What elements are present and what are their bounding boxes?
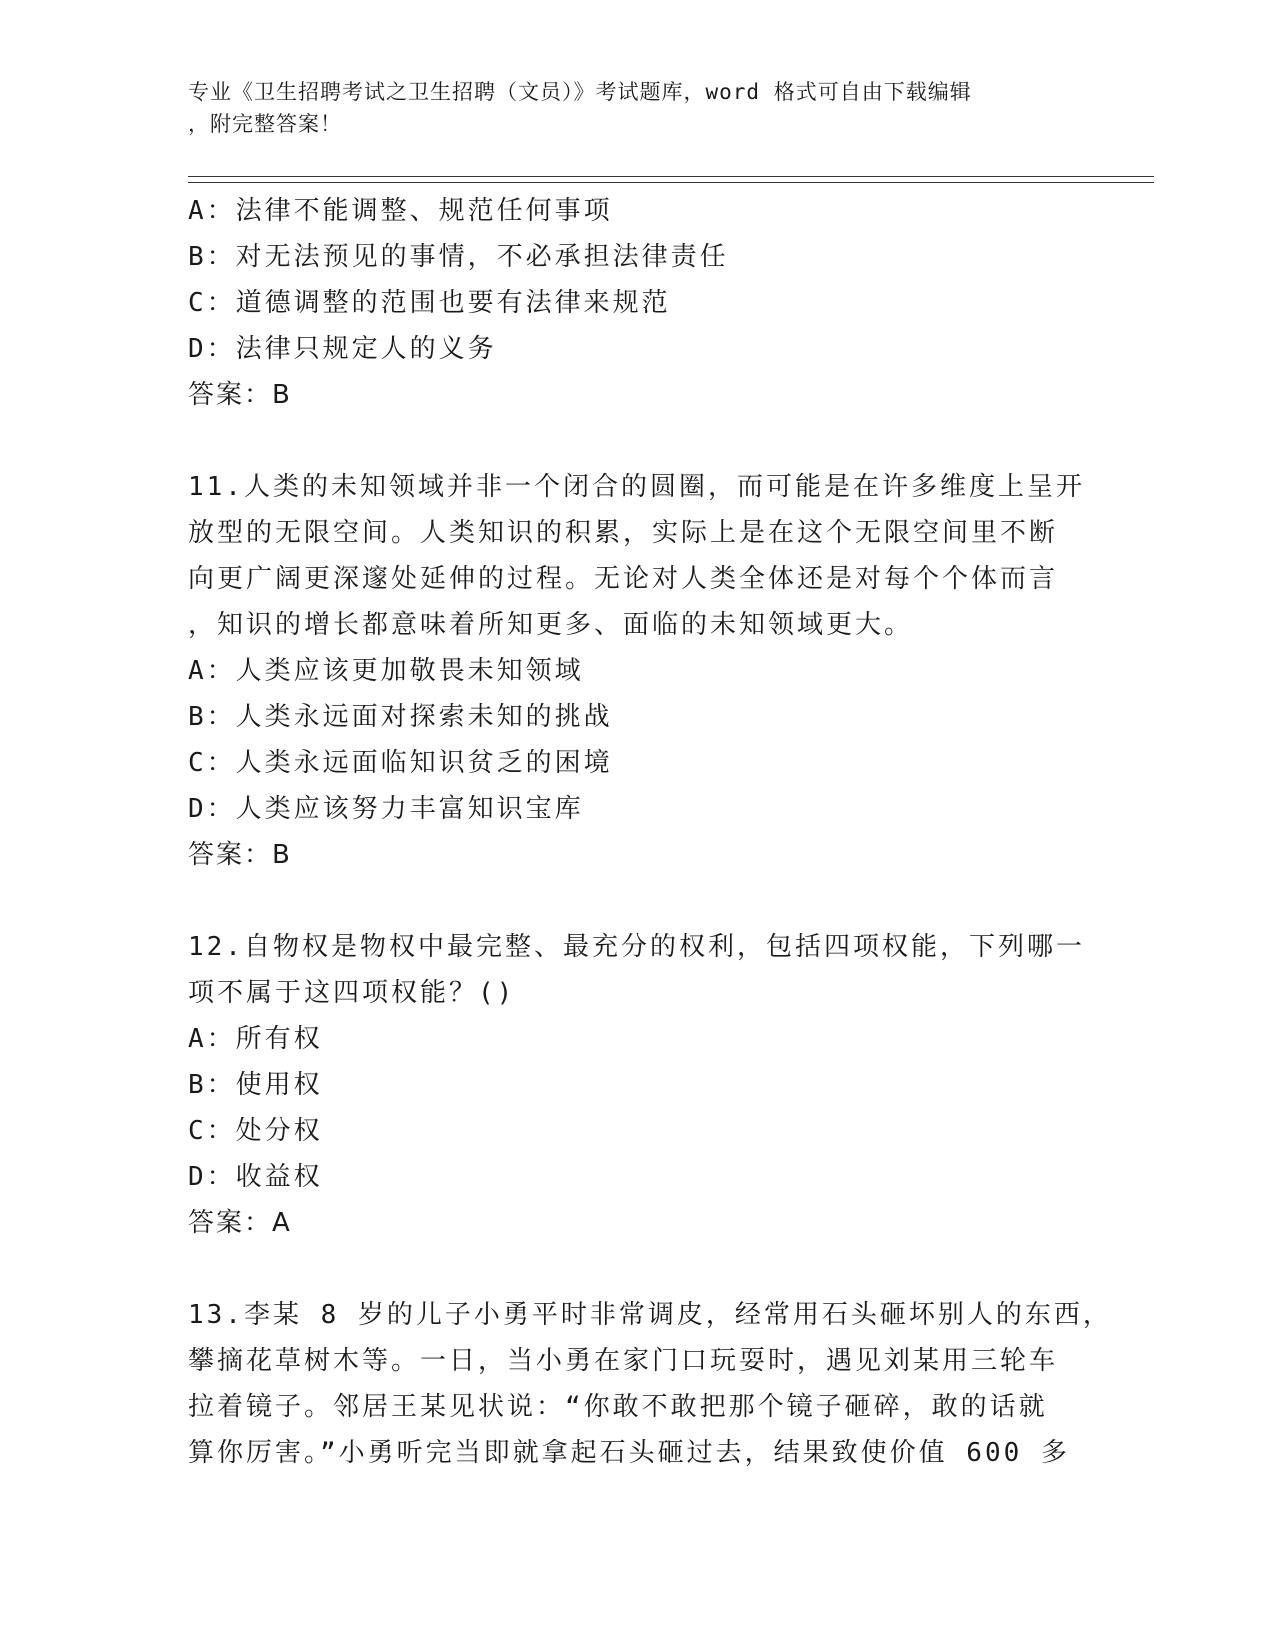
option-d: D：法律只规定人的义务 (188, 334, 497, 364)
question-stem-line: 11.人类的未知领域并非一个闭合的圆圈，而可能是在许多维度上呈开 (188, 472, 1085, 502)
question-10 (188, 188, 1088, 418)
option-d: D：收益权 (188, 1162, 323, 1192)
question-stem-line: 拉着镜子。邻居王某见状说：“你敢不敢把那个镜子砸碎，敢的话就 (188, 1392, 1048, 1422)
option-c: C：道德调整的范围也要有法律来规范 (188, 288, 671, 318)
option-c: C：处分权 (188, 1116, 323, 1146)
header-line-1: 专业《卫生招聘考试之卫生招聘（文员）》考试题库，word 格式可自由下载编辑 (188, 80, 972, 104)
option-b: B：人类永远面对探索未知的挑战 (188, 702, 613, 732)
question-stem-line: 12.自物权是物权中最完整、最充分的权利，包括四项权能，下列哪一 (188, 932, 1085, 962)
option-a: A：人类应该更加敬畏未知领域 (188, 656, 584, 686)
question-stem-line: 13.李某 8 岁的儿子小勇平时非常调皮，经常用石头砸坏别人的东西， (188, 1300, 1112, 1330)
option-d: D：人类应该努力丰富知识宝库 (188, 794, 584, 824)
answer: 答案：B (188, 380, 292, 410)
option-b: B：对无法预见的事情，不必承担法律责任 (188, 242, 729, 272)
header-line-2: ，附完整答案！ (188, 112, 342, 136)
question-stem-line: ，知识的增长都意味着所知更多、面临的未知领域更大。 (188, 610, 914, 640)
option-a: A：所有权 (188, 1024, 323, 1054)
question-stem-line: 向更广阔更深邃处延伸的过程。无论对人类全体还是对每个个体而言 (188, 564, 1059, 594)
option-c: C：人类永远面临知识贫乏的困境 (188, 748, 613, 778)
option-b: B：使用权 (188, 1070, 323, 1100)
answer: 答案：A (188, 1208, 292, 1238)
document-body (188, 188, 1112, 1476)
question-stem-line: 项不属于这四项权能？() (188, 978, 516, 1008)
question-11 (188, 464, 1088, 878)
question-12 (188, 924, 1088, 1246)
question-stem-line: 算你厉害。”小勇听完当即就拿起石头砸过去，结果致使价值 600 多 (188, 1438, 1070, 1468)
question-stem-line: 放型的无限空间。人类知识的积累，实际上是在这个无限空间里不断 (188, 518, 1059, 548)
option-a: A：法律不能调整、规范任何事项 (188, 196, 613, 226)
document-header (188, 76, 1068, 140)
question-stem-line: 攀摘花草树木等。一日，当小勇在家门口玩耍时，遇见刘某用三轮车 (188, 1346, 1059, 1376)
header-rule-bottom (188, 182, 1154, 183)
header-rule-top (188, 176, 1154, 177)
question-13 (188, 1292, 1112, 1476)
answer: 答案：B (188, 840, 292, 870)
